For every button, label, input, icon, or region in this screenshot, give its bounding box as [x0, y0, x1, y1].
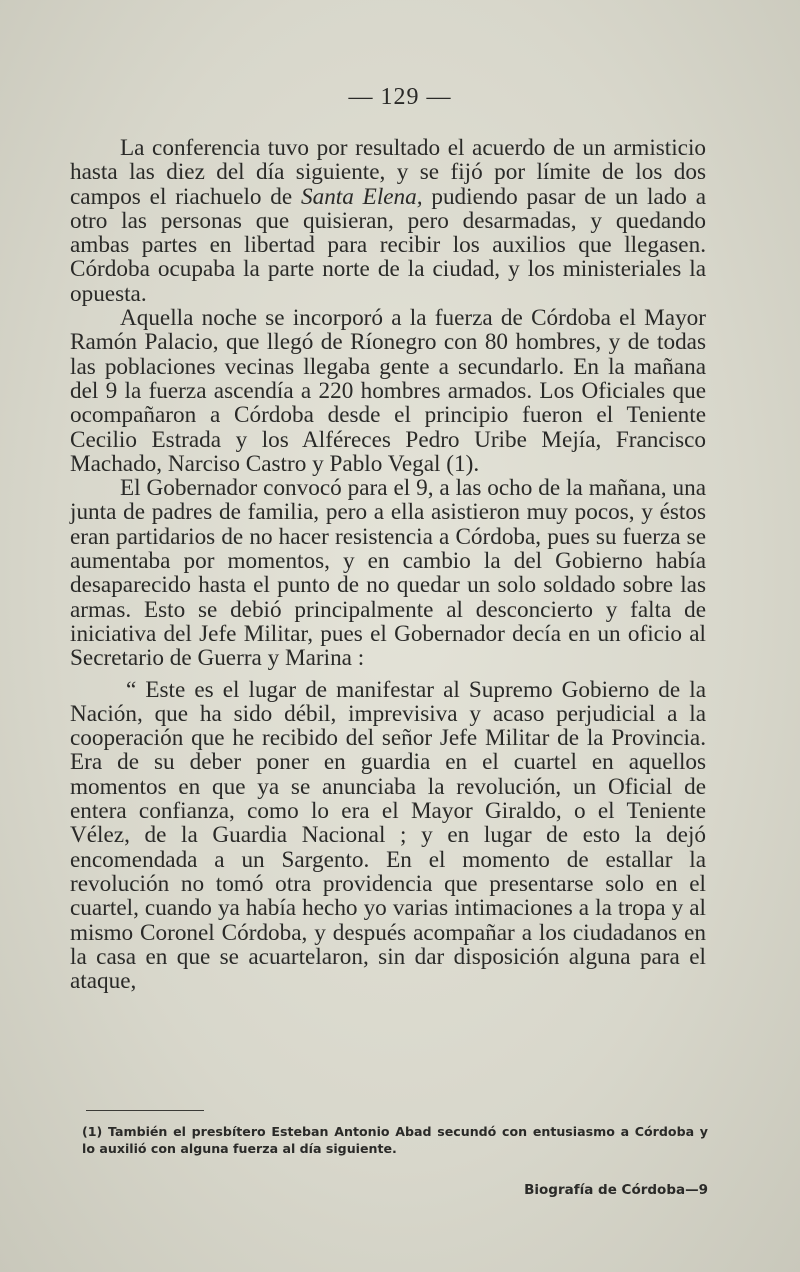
paragraph-2: Aquella noche se incorporó a la fuerza de Córdoba el Mayor Ramón Palacio, que llegó de Ríonegro con 80 hombres, y de todas las poblaciones vecinas llegaba gente a secundarlo. En la mañana del 9 la fuerza ascendía a 220 hombres armados. Los Oficiales que ocompañaron a Córdoba desde el principio fueron el Teniente Cecilio Estrada y los Alféreces Pedro Uribe Mejía, Francisco Machado, Narciso Castro y Pablo Vegal (1).	[70, 305, 706, 477]
paragraph-1	[70, 136, 706, 306]
place-name-italic: Santa Elena,	[301, 183, 423, 210]
running-footer: Biografía de Córdoba—9	[524, 1182, 708, 1198]
paragraph-1-continuation: pudiendo pasar de un lado a otro las personas que quisieran, pero desarmadas, y quedando ambas partes en libertad para recibir los auxilios que llegasen. Córdoba ocupaba la parte norte de la ciudad, y los ministeriales la opuesta.	[70, 183, 706, 307]
footnote-divider	[86, 1110, 204, 1111]
quoted-paragraph: “ Este es el lugar de manifestar al Supremo Gobierno de la Nación, que ha sido débil, imprevisiva y acaso perjudicial a la cooperación que he recibido del señor Jefe Militar de la Provincia. Era de su deber poner en guardia en el cuartel en aquellos momentos en que ya se anunciaba la revolución, un Oficial de entera confianza, como lo era el Mayor Giraldo, o el Teniente Vélez, de la Guardia Nacional ; y en lugar de esto la dejó encomendada a un Sargento. En el momento de estallar la revolución no tomó otra providencia que presentarse solo en el cuartel, cuando ya había hecho yo varias intimaciones a la tropa y al mismo Coronel Córdoba, y después acompañar a los ciudadanos en la casa en que se acuartelaron, sin dar disposición alguna para el ataque,	[70, 676, 706, 995]
footnote: (1) También el presbítero Esteban Antonio Abad secundó con entusiasmo a Córdoba y lo auxilió con alguna fuerza al día siguiente.	[82, 1124, 708, 1156]
paragraph-3: El Gobernador convocó para el 9, a las ocho de la mañana, una junta de padres de familia, pero a ella asistieron muy pocos, y éstos eran partidarios de no hacer resistencia a Córdoba, pues su fuerza se aumentaba por momentos, y en cambio la del Gobierno había desaparecido hasta el punto de no quedar un solo soldado sobre las armas. Esto se debió principalmente al desconcierto y falta de iniciativa del Jefe Militar, pues el Gobernador decía en un oficio al Secretario de Guerra y Marina :	[70, 475, 706, 672]
body-text	[70, 136, 706, 993]
paragraph-1-text: La conferencia tuvo por resultado el acuerdo de un armisticio hasta las diez del día siguiente, y se fijó por límite de los dos campos el riachuelo de	[70, 135, 706, 210]
page-number: — 129 —	[348, 84, 452, 110]
